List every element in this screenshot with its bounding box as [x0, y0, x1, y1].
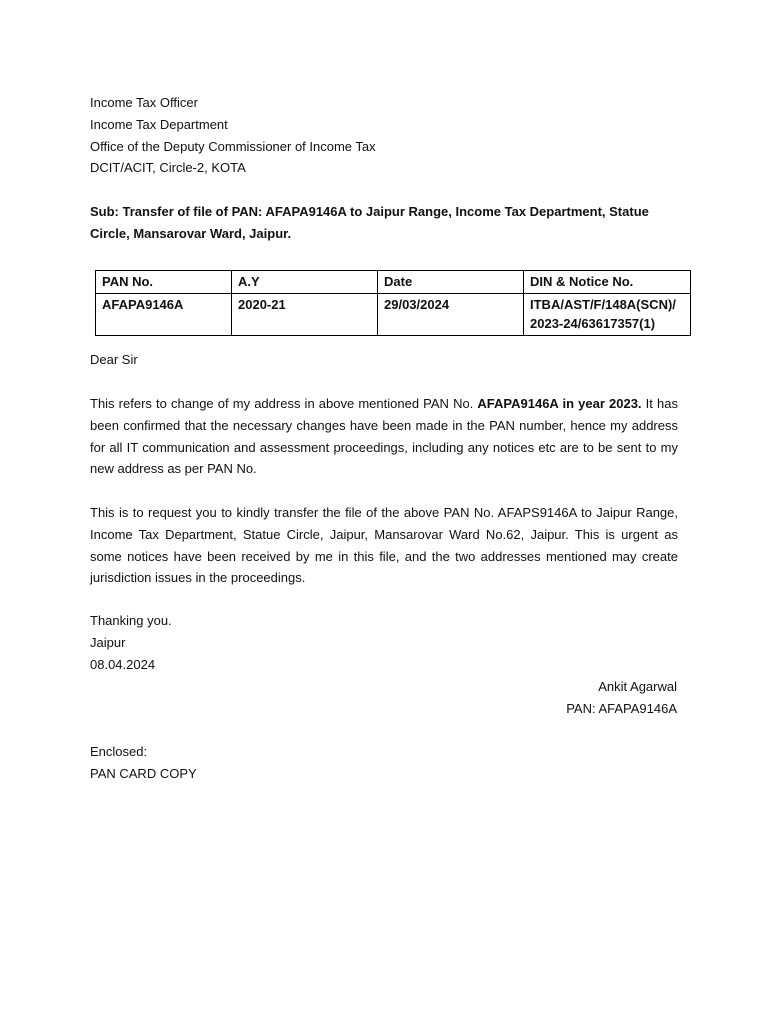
closing-date: 08.04.2024 [90, 656, 156, 672]
subject-line [90, 201, 678, 245]
paragraph-address-change [90, 393, 678, 480]
table-row [96, 294, 691, 336]
addressee-block [90, 92, 678, 179]
cell-ay: 2020-21 [232, 294, 378, 336]
pan-details-table [95, 270, 691, 336]
subject-text-line2: Circle, Mansarovar Ward, Jaipur. [90, 225, 292, 241]
cell-pan: AFAPA9146A [96, 294, 232, 336]
addressee-line: DCIT/ACIT, Circle-2, KOTA [90, 160, 246, 176]
closing-thanks: Thanking you. [90, 613, 172, 628]
cell-din [524, 294, 691, 336]
enclosures-block [90, 741, 678, 785]
din-line1: ITBA/AST/F/148A(SCN)/ [530, 297, 676, 312]
addressee-line: Income Tax Officer [90, 95, 198, 110]
para1-bold-pan: AFAPA9146A in year 2023. [477, 396, 642, 411]
signatory-pan: PAN: AFAPA9146A [566, 700, 677, 716]
header-pan: PAN No. [96, 271, 232, 294]
enclosures-label: Enclosed: [90, 744, 148, 759]
din-line2: 2023-24/63617357(1) [530, 316, 656, 331]
signature-block [566, 676, 677, 720]
para1-suffix: It has been confirmed that the necessary changes have been made in the PAN number, hence my address for all IT communication and assessment proceedings, including any notices etc are to be sent to my new address as per PAN No. [90, 396, 678, 477]
header-ay: A.Y [232, 271, 378, 294]
closing-block [90, 610, 678, 675]
paragraph-transfer-request: This is to request you to kindly transfer the file of the above PAN No. AFAPS9146A to Jaipur Range, Income Tax Department, Statue Circle, Jaipur, Mansarovar Ward No.62, Jaipur. This is urgent as some notices have been received by me in this file, and the two addresses mentioned may create jurisdiction issues in the proceedings. [90, 505, 678, 586]
table-header-row [96, 271, 691, 294]
salutation: Dear Sir [90, 352, 138, 367]
header-din: DIN & Notice No. [524, 271, 691, 294]
addressee-line: Income Tax Department [90, 116, 228, 132]
para1-prefix: This refers to change of my address in above mentioned PAN No. [90, 396, 478, 411]
subject-text-line1: Sub: Transfer of file of PAN: AFAPA9146A to Jaipur Range, Income Tax Department, Statue [90, 204, 649, 219]
signatory-name: Ankit Agarwal [598, 679, 677, 694]
addressee-line: Office of the Deputy Commissioner of Income Tax [90, 138, 376, 154]
header-date: Date [378, 271, 524, 294]
cell-date: 29/03/2024 [378, 294, 524, 336]
enclosure-item: PAN CARD COPY [90, 765, 197, 781]
closing-place: Jaipur [90, 634, 126, 650]
